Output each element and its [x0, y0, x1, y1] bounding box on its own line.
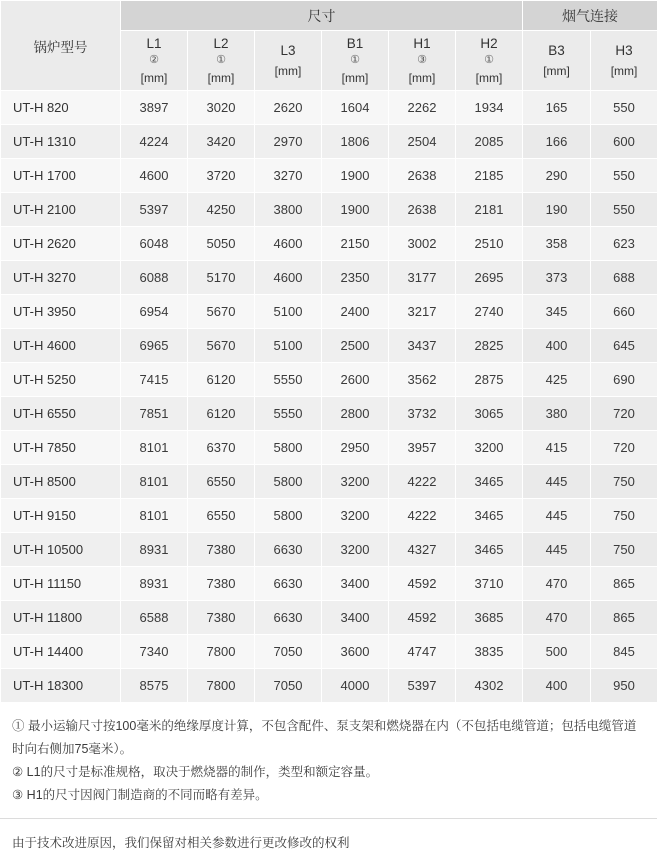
cell-l3: 3270 — [255, 159, 322, 193]
header-l3-unit: [mm] — [255, 63, 321, 79]
header-l2 — [188, 31, 255, 91]
header-h1-unit: [mm] — [389, 70, 455, 86]
cell-l2: 7380 — [188, 567, 255, 601]
header-l3 — [255, 31, 322, 91]
cell-l3: 4600 — [255, 227, 322, 261]
cell-l3: 5800 — [255, 465, 322, 499]
cell-h2: 2875 — [456, 363, 523, 397]
cell-h3: 750 — [591, 533, 657, 567]
table-row — [1, 295, 657, 329]
table-row — [1, 431, 657, 465]
cell-b3: 470 — [523, 567, 591, 601]
cell-h1: 2638 — [389, 193, 456, 227]
cell-h2: 3465 — [456, 533, 523, 567]
footnote-2: ② L1的尺寸是标准规格，取决于燃烧器的制作，类型和额定容量。 — [12, 761, 645, 784]
cell-h2: 2510 — [456, 227, 523, 261]
header-h2 — [456, 31, 523, 91]
cell-l1: 3897 — [121, 91, 188, 125]
header-h2-label: H2 — [456, 35, 522, 53]
cell-model: UT-H 6550 — [1, 397, 121, 431]
cell-l2: 5670 — [188, 295, 255, 329]
cell-model: UT-H 11150 — [1, 567, 121, 601]
cell-h2: 3835 — [456, 635, 523, 669]
cell-l2: 7800 — [188, 669, 255, 703]
cell-b1: 2950 — [322, 431, 389, 465]
cell-l1: 8101 — [121, 465, 188, 499]
cell-model: UT-H 1310 — [1, 125, 121, 159]
cell-h1: 4327 — [389, 533, 456, 567]
cell-model: UT-H 2100 — [1, 193, 121, 227]
cell-l2: 6120 — [188, 397, 255, 431]
table-row — [1, 533, 657, 567]
cell-h1: 3002 — [389, 227, 456, 261]
header-l1-label: L1 — [121, 35, 187, 53]
header-b1-unit: [mm] — [322, 70, 388, 86]
header-b1 — [322, 31, 389, 91]
cell-l1: 8101 — [121, 431, 188, 465]
cell-h2: 3465 — [456, 499, 523, 533]
disclaimer: 由于技术改进原因，我们保留对相关参数进行更改修改的权利 — [0, 819, 657, 861]
cell-b1: 2500 — [322, 329, 389, 363]
cell-b3: 445 — [523, 465, 591, 499]
cell-l3: 6630 — [255, 567, 322, 601]
cell-b3: 445 — [523, 533, 591, 567]
cell-h1: 3217 — [389, 295, 456, 329]
header-l3-label: L3 — [255, 42, 321, 60]
cell-h3: 950 — [591, 669, 657, 703]
table-row — [1, 261, 657, 295]
cell-h3: 690 — [591, 363, 657, 397]
cell-b1: 2400 — [322, 295, 389, 329]
header-group-dimensions: 尺寸 — [121, 1, 523, 31]
cell-h2: 3685 — [456, 601, 523, 635]
cell-h2: 2085 — [456, 125, 523, 159]
cell-h1: 3437 — [389, 329, 456, 363]
cell-h1: 3732 — [389, 397, 456, 431]
cell-l3: 4600 — [255, 261, 322, 295]
cell-b1: 2800 — [322, 397, 389, 431]
cell-h1: 4222 — [389, 499, 456, 533]
cell-l2: 4250 — [188, 193, 255, 227]
cell-l3: 5800 — [255, 499, 322, 533]
header-b3-label: B3 — [523, 42, 590, 60]
cell-l1: 4224 — [121, 125, 188, 159]
header-b1-note: ① — [322, 53, 388, 68]
table-row — [1, 499, 657, 533]
table-head — [1, 1, 657, 91]
cell-l3: 6630 — [255, 533, 322, 567]
cell-model: UT-H 1700 — [1, 159, 121, 193]
cell-l1: 6088 — [121, 261, 188, 295]
header-h3-unit: [mm] — [591, 63, 657, 79]
cell-h1: 2262 — [389, 91, 456, 125]
cell-l1: 5397 — [121, 193, 188, 227]
cell-l2: 3720 — [188, 159, 255, 193]
cell-b1: 1604 — [322, 91, 389, 125]
table-row — [1, 601, 657, 635]
table-row — [1, 669, 657, 703]
header-h1-label: H1 — [389, 35, 455, 53]
table-row — [1, 125, 657, 159]
cell-h1: 2638 — [389, 159, 456, 193]
table-row — [1, 465, 657, 499]
cell-b3: 290 — [523, 159, 591, 193]
cell-b1: 3200 — [322, 533, 389, 567]
table-row — [1, 635, 657, 669]
cell-h3: 550 — [591, 193, 657, 227]
table-row — [1, 329, 657, 363]
cell-h3: 688 — [591, 261, 657, 295]
cell-b3: 166 — [523, 125, 591, 159]
cell-h2: 2695 — [456, 261, 523, 295]
cell-model: UT-H 9150 — [1, 499, 121, 533]
table-row — [1, 363, 657, 397]
cell-b3: 373 — [523, 261, 591, 295]
cell-l1: 7851 — [121, 397, 188, 431]
cell-h3: 750 — [591, 499, 657, 533]
cell-model: UT-H 5250 — [1, 363, 121, 397]
cell-l2: 3420 — [188, 125, 255, 159]
header-group-flue: 烟气连接 — [523, 1, 657, 31]
cell-h1: 3562 — [389, 363, 456, 397]
cell-l2: 6120 — [188, 363, 255, 397]
header-h3 — [591, 31, 657, 91]
header-l2-label: L2 — [188, 35, 254, 53]
cell-l3: 7050 — [255, 635, 322, 669]
cell-h1: 3957 — [389, 431, 456, 465]
cell-b3: 445 — [523, 499, 591, 533]
cell-l2: 7800 — [188, 635, 255, 669]
cell-model: UT-H 3270 — [1, 261, 121, 295]
cell-h3: 865 — [591, 567, 657, 601]
cell-model: UT-H 820 — [1, 91, 121, 125]
cell-l1: 7415 — [121, 363, 188, 397]
cell-h3: 645 — [591, 329, 657, 363]
cell-b1: 3200 — [322, 499, 389, 533]
cell-l3: 5550 — [255, 397, 322, 431]
header-h2-unit: [mm] — [456, 70, 522, 86]
cell-l3: 6630 — [255, 601, 322, 635]
cell-h3: 750 — [591, 465, 657, 499]
header-l1-note: ② — [121, 53, 187, 68]
table-row — [1, 397, 657, 431]
cell-l2: 5170 — [188, 261, 255, 295]
cell-l3: 7050 — [255, 669, 322, 703]
cell-l1: 6954 — [121, 295, 188, 329]
cell-l2: 7380 — [188, 533, 255, 567]
cell-l3: 2970 — [255, 125, 322, 159]
cell-l3: 5100 — [255, 295, 322, 329]
cell-h3: 865 — [591, 601, 657, 635]
header-b3 — [523, 31, 591, 91]
cell-l1: 4600 — [121, 159, 188, 193]
cell-h3: 845 — [591, 635, 657, 669]
header-l1 — [121, 31, 188, 91]
cell-b1: 2350 — [322, 261, 389, 295]
cell-h2: 3710 — [456, 567, 523, 601]
cell-model: UT-H 14400 — [1, 635, 121, 669]
cell-b1: 1900 — [322, 159, 389, 193]
table-body — [1, 91, 657, 703]
cell-h1: 4592 — [389, 567, 456, 601]
cell-b3: 415 — [523, 431, 591, 465]
cell-h1: 2504 — [389, 125, 456, 159]
cell-b3: 470 — [523, 601, 591, 635]
header-l2-unit: [mm] — [188, 70, 254, 86]
cell-l2: 6370 — [188, 431, 255, 465]
cell-h2: 2181 — [456, 193, 523, 227]
cell-b1: 1806 — [322, 125, 389, 159]
cell-l3: 3800 — [255, 193, 322, 227]
cell-l1: 6048 — [121, 227, 188, 261]
cell-h3: 720 — [591, 397, 657, 431]
cell-b1: 3200 — [322, 465, 389, 499]
cell-l1: 6588 — [121, 601, 188, 635]
cell-h3: 600 — [591, 125, 657, 159]
cell-l1: 8101 — [121, 499, 188, 533]
cell-b1: 3600 — [322, 635, 389, 669]
cell-l2: 3020 — [188, 91, 255, 125]
header-h1 — [389, 31, 456, 91]
cell-h3: 550 — [591, 91, 657, 125]
cell-l2: 5670 — [188, 329, 255, 363]
cell-h1: 3177 — [389, 261, 456, 295]
cell-h2: 4302 — [456, 669, 523, 703]
cell-l3: 5100 — [255, 329, 322, 363]
header-l2-note: ① — [188, 53, 254, 68]
cell-h2: 2825 — [456, 329, 523, 363]
cell-h3: 660 — [591, 295, 657, 329]
cell-l1: 6965 — [121, 329, 188, 363]
cell-model: UT-H 3950 — [1, 295, 121, 329]
cell-h3: 550 — [591, 159, 657, 193]
cell-h3: 720 — [591, 431, 657, 465]
cell-model: UT-H 18300 — [1, 669, 121, 703]
cell-model: UT-H 7850 — [1, 431, 121, 465]
footnote-3: ③ H1的尺寸因阀门制造商的不同而略有差异。 — [12, 784, 645, 807]
table-row — [1, 91, 657, 125]
cell-model: UT-H 11800 — [1, 601, 121, 635]
cell-h1: 4747 — [389, 635, 456, 669]
cell-model: UT-H 4600 — [1, 329, 121, 363]
header-model: 锅炉型号 — [1, 1, 121, 91]
header-h1-note: ③ — [389, 53, 455, 68]
cell-b3: 400 — [523, 669, 591, 703]
header-b3-unit: [mm] — [523, 63, 590, 79]
cell-l1: 7340 — [121, 635, 188, 669]
cell-h2: 3465 — [456, 465, 523, 499]
cell-b1: 3400 — [322, 601, 389, 635]
cell-l3: 5800 — [255, 431, 322, 465]
cell-h2: 1934 — [456, 91, 523, 125]
cell-b3: 345 — [523, 295, 591, 329]
cell-model: UT-H 10500 — [1, 533, 121, 567]
cell-h1: 4222 — [389, 465, 456, 499]
cell-b3: 380 — [523, 397, 591, 431]
cell-l3: 2620 — [255, 91, 322, 125]
cell-l1: 8931 — [121, 567, 188, 601]
footnote-1: ① 最小运输尺寸按100毫米的绝缘厚度计算，不包含配件、泵支架和燃烧器在内（不包括电缆管道；包括电缆管道时向右侧加75毫米）。 — [12, 715, 645, 761]
header-h2-note: ① — [456, 53, 522, 68]
table-row — [1, 227, 657, 261]
cell-h1: 4592 — [389, 601, 456, 635]
table-row — [1, 159, 657, 193]
cell-b1: 2600 — [322, 363, 389, 397]
cell-l1: 8575 — [121, 669, 188, 703]
cell-b3: 165 — [523, 91, 591, 125]
cell-l3: 5550 — [255, 363, 322, 397]
cell-model: UT-H 8500 — [1, 465, 121, 499]
cell-b3: 500 — [523, 635, 591, 669]
cell-h2: 3200 — [456, 431, 523, 465]
footnotes — [0, 703, 657, 819]
cell-h2: 3065 — [456, 397, 523, 431]
cell-b1: 2150 — [322, 227, 389, 261]
cell-l1: 8931 — [121, 533, 188, 567]
header-l1-unit: [mm] — [121, 70, 187, 86]
cell-b3: 358 — [523, 227, 591, 261]
cell-l2: 6550 — [188, 465, 255, 499]
cell-b3: 400 — [523, 329, 591, 363]
cell-h3: 623 — [591, 227, 657, 261]
cell-h2: 2185 — [456, 159, 523, 193]
cell-l2: 6550 — [188, 499, 255, 533]
cell-b3: 425 — [523, 363, 591, 397]
cell-b3: 190 — [523, 193, 591, 227]
header-h3-label: H3 — [591, 42, 657, 60]
cell-l2: 5050 — [188, 227, 255, 261]
cell-l2: 7380 — [188, 601, 255, 635]
cell-model: UT-H 2620 — [1, 227, 121, 261]
cell-b1: 1900 — [322, 193, 389, 227]
table-row — [1, 193, 657, 227]
cell-h2: 2740 — [456, 295, 523, 329]
group-header-row — [1, 1, 657, 31]
cell-b1: 3400 — [322, 567, 389, 601]
cell-h1: 5397 — [389, 669, 456, 703]
header-b1-label: B1 — [322, 35, 388, 53]
table-row — [1, 567, 657, 601]
cell-b1: 4000 — [322, 669, 389, 703]
